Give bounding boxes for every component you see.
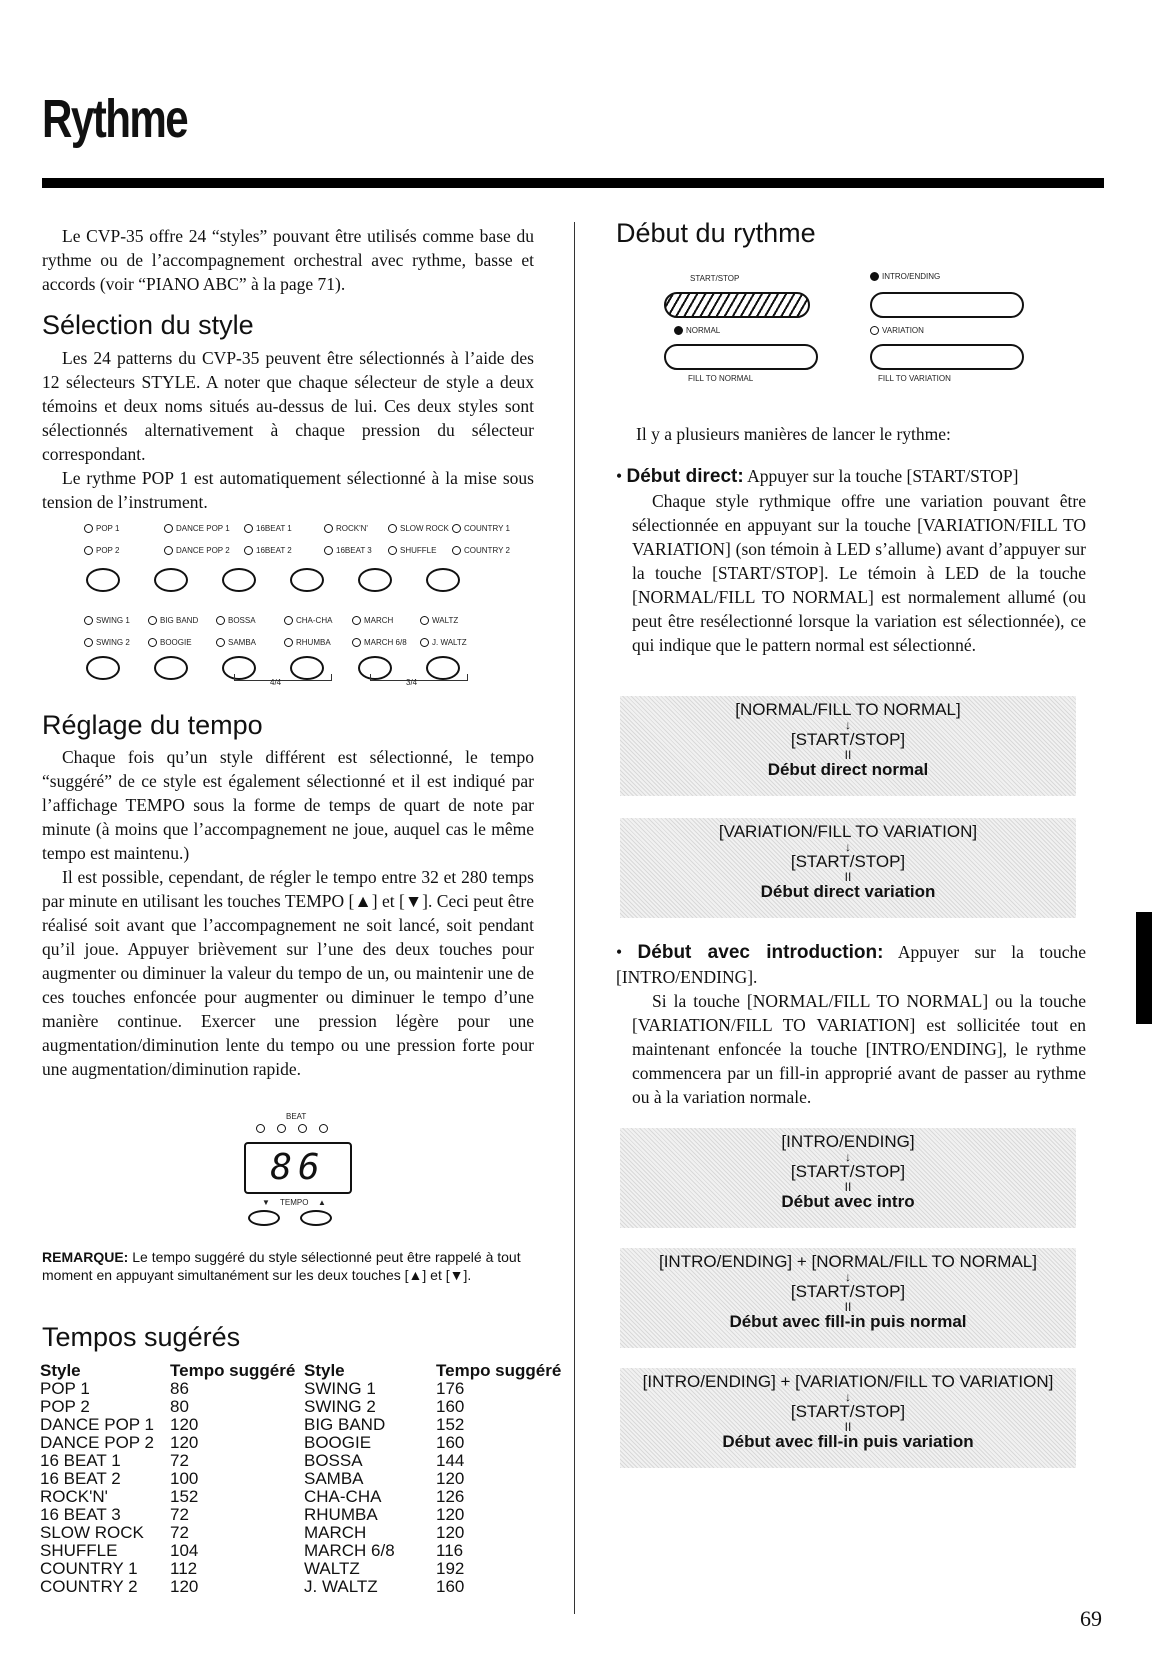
panel-row-2b xyxy=(84,638,488,647)
led-icon xyxy=(870,326,879,335)
beat-led-icon xyxy=(319,1124,328,1133)
style-led-boogie: BOOGIE xyxy=(148,638,216,647)
col-style: Style xyxy=(304,1361,345,1380)
fill-variation-label: FILL TO VARIATION xyxy=(878,374,951,383)
style-button-2[interactable] xyxy=(154,568,188,592)
intro-led-group xyxy=(870,272,940,281)
flow3-line2: [START/STOP] xyxy=(790,1162,906,1181)
tempo-display: 86 xyxy=(244,1142,352,1194)
style-led-march68: MARCH 6/8 xyxy=(352,638,420,647)
time-sig-2: 3/4 xyxy=(406,678,418,687)
table-row: MARCH 6/8 116 xyxy=(304,1541,464,1560)
style-led-16beat1: 16BEAT 1 xyxy=(244,524,324,533)
arrow-down-icon: ↓ xyxy=(845,1390,851,1404)
style-led-rhumba: RHUMBA xyxy=(284,638,352,647)
style-led-march: MARCH xyxy=(352,616,420,625)
flow-box-4 xyxy=(620,1248,1076,1348)
flow1-line1: [NORMAL/FILL TO NORMAL] xyxy=(735,700,961,719)
debut-direct-indent xyxy=(616,489,1086,657)
beat-label: BEAT xyxy=(286,1112,307,1121)
led-icon xyxy=(674,326,683,335)
style-led-chacha: CHA-CHA xyxy=(284,616,352,625)
led-icon xyxy=(452,524,461,533)
remark-label: REMARQUE: xyxy=(42,1249,129,1265)
tempo-p2: Il est possible, cependant, de régler le tempo entre 32 et 280 temps par minute en utilisant les touches TEMPO [▲] et [▼]. Ceci peut être réalisé soit avant que l’accompagnement ne soit lancé, soit pendant qu’il joue. Appuyer brièvement sur l’une des deux touches pour augmenter ou diminuer la valeur du tempo de un, ou maintenir une de ces touches enfoncée pour augmenter ou diminuer le tempo d’une manière continue. Exercer une pression légère pour une augmentation/diminution lente du tempo ou une pression forte pour une augmentation/diminution rapide. xyxy=(42,867,534,1079)
style-led-jwaltz: J. WALTZ xyxy=(420,638,488,647)
led-icon xyxy=(420,638,429,647)
intro-paragraph xyxy=(42,224,534,296)
start-stop-label: START/STOP xyxy=(690,274,740,283)
debut-intro-text1: Appuyer sur la touche [INTRO/ENDING]. xyxy=(616,942,1086,987)
style-button-4[interactable] xyxy=(290,568,324,592)
debut-intro-indent xyxy=(616,989,1086,1109)
fill-normal-label: FILL TO NORMAL xyxy=(688,374,754,383)
page-tab-marker xyxy=(1136,912,1152,1024)
style-button-1[interactable] xyxy=(86,568,120,592)
col-tempo: Tempo suggéré xyxy=(436,1361,562,1380)
style-led-swing1: SWING 1 xyxy=(84,616,148,625)
table-row: POP 1 86 xyxy=(40,1379,189,1398)
style-button-7[interactable] xyxy=(86,656,120,680)
selection-p2: Le rythme POP 1 est automatiquement sélectionné à la mise sous tension de l’instrument. xyxy=(42,468,534,512)
table-row: SLOW ROCK 72 xyxy=(40,1523,189,1542)
table-row: 16 BEAT 3 72 xyxy=(40,1505,189,1524)
style-led-bossa: BOSSA xyxy=(216,616,284,625)
selection-heading: Sélection du style xyxy=(42,310,254,340)
table-row: SAMBA 120 xyxy=(304,1469,465,1488)
flow-box-1 xyxy=(620,696,1076,796)
led-icon xyxy=(324,546,333,555)
style-led-rockn: ROCK'N' xyxy=(324,524,388,533)
style-button-3[interactable] xyxy=(222,568,256,592)
table-row: DANCE POP 1 120 xyxy=(40,1415,199,1434)
led-icon xyxy=(216,638,225,647)
intro-ending-label: INTRO/ENDING xyxy=(882,272,941,281)
flow4-line1: [INTRO/ENDING] + [NORMAL/FILL TO NORMAL] xyxy=(658,1252,1037,1271)
table-row: MARCH 120 xyxy=(304,1523,465,1542)
variation-label: VARIATION xyxy=(882,326,924,335)
beat-led-icon xyxy=(298,1124,307,1133)
page-number: 69 xyxy=(1080,1606,1102,1631)
style-led-pop1: POP 1 xyxy=(84,524,164,533)
style-selector-panel xyxy=(84,524,510,687)
arrow-down-icon: ↓ xyxy=(845,718,851,732)
table-row: 16 BEAT 1 72 xyxy=(40,1451,189,1470)
debut-intro xyxy=(636,422,1086,446)
equals-icon: II xyxy=(844,870,852,884)
debut-direct-block xyxy=(616,464,1086,657)
led-icon xyxy=(388,546,397,555)
time-sig-bracket-1 xyxy=(234,674,332,681)
intro-ending-button[interactable] xyxy=(870,292,1024,318)
style-led-country2: COUNTRY 2 xyxy=(452,546,532,555)
tempo-text xyxy=(42,745,534,1081)
flow2-line1: [VARIATION/FILL TO VARIATION] xyxy=(718,822,978,841)
table-row: SWING 1 176 xyxy=(304,1379,465,1398)
flow1-line2: [START/STOP] xyxy=(790,730,906,749)
flow-box-5 xyxy=(620,1368,1076,1468)
col-style: Style xyxy=(40,1361,81,1380)
debut-intro-block xyxy=(616,940,1086,1109)
table-row: SWING 2 160 xyxy=(304,1397,465,1416)
led-icon xyxy=(284,638,293,647)
flow5-line2: [START/STOP] xyxy=(790,1402,906,1421)
style-led-16beat3: 16BEAT 3 xyxy=(324,546,388,555)
led-icon xyxy=(244,546,253,555)
style-led-dancepop1: DANCE POP 1 xyxy=(164,524,244,533)
tempo-p1: Chaque fois qu’un style différent est sélectionné, le tempo “suggéré” de ce style est également sélectionné et il est indiqué par l’affichage TEMPO sous la forme de temps de quart de note par minute (à moins que l’accompagnement ne joue, auquel cas le même tempo est maintenu.) xyxy=(42,747,534,863)
flow2-line2: [START/STOP] xyxy=(790,852,906,871)
beat-led-icon xyxy=(277,1124,286,1133)
style-led-bigband: BIG BAND xyxy=(148,616,216,625)
style-led-dancepop2: DANCE POP 2 xyxy=(164,546,244,555)
time-sig-1: 4/4 xyxy=(270,678,282,687)
table-row: BOSSA 144 xyxy=(304,1451,465,1470)
led-icon xyxy=(388,524,397,533)
variation-led-group xyxy=(870,326,924,335)
style-led-samba: SAMBA xyxy=(216,638,284,647)
panel-row-1b xyxy=(84,546,532,555)
style-led-slowrock: SLOW ROCK xyxy=(388,524,452,533)
style-led-swing2: SWING 2 xyxy=(84,638,148,647)
debut-heading: Début du rythme xyxy=(616,218,816,248)
led-icon xyxy=(870,272,879,281)
normal-label: NORMAL xyxy=(686,326,721,335)
style-button-6[interactable] xyxy=(426,568,460,592)
equals-icon: II xyxy=(844,1300,852,1314)
flow1-result: Début direct normal xyxy=(767,760,929,779)
column-divider xyxy=(574,222,575,1614)
led-icon xyxy=(352,616,361,625)
table-row: RHUMBA 120 xyxy=(304,1505,465,1524)
equals-icon: II xyxy=(844,1420,852,1434)
arrow-down-icon: ↓ xyxy=(845,1150,851,1164)
table-row: CHA-CHA 126 xyxy=(304,1487,465,1506)
style-button-5[interactable] xyxy=(358,568,392,592)
debut-direct-line: • Début direct: Appuyer sur la touche [START/STOP] xyxy=(616,466,1019,487)
table-row: J. WALTZ 160 xyxy=(304,1577,465,1596)
table-row: COUNTRY 1 112 xyxy=(40,1559,198,1578)
led-icon xyxy=(164,524,173,533)
variation-button[interactable] xyxy=(870,344,1024,370)
panel-row-2a xyxy=(84,616,488,625)
col-tempo: Tempo suggéré xyxy=(170,1361,296,1380)
flow5-line1: [INTRO/ENDING] + [VARIATION/FILL TO VARIATION] xyxy=(642,1372,1054,1391)
style-led-pop2: POP 2 xyxy=(84,546,164,555)
led-icon xyxy=(244,524,253,533)
suggested-table-right xyxy=(304,1362,561,1596)
tempo-label: TEMPO xyxy=(280,1198,309,1207)
table-row: DANCE POP 2 120 xyxy=(40,1433,199,1452)
table-row: COUNTRY 2 120 xyxy=(40,1577,199,1596)
equals-icon: II xyxy=(844,1180,852,1194)
table-row: WALTZ 192 xyxy=(304,1559,465,1578)
debut-intro-text: Il y a plusieurs manières de lancer le rythme: xyxy=(636,424,951,444)
normal-led-group xyxy=(674,326,720,335)
remark-block xyxy=(42,1248,542,1284)
flow2-result: Début direct variation xyxy=(760,882,936,901)
table-row: ROCK'N' 152 xyxy=(40,1487,199,1506)
time-sig-bracket-2 xyxy=(370,674,468,681)
flow3-line1: [INTRO/ENDING] xyxy=(781,1132,915,1151)
remark-text: Le tempo suggéré du style sélectionné peut être rappelé à tout moment en appuyant simultanément sur les deux touches [▲] et [▼]. xyxy=(42,1249,521,1283)
beat-led-icon xyxy=(256,1124,265,1133)
equals-icon: II xyxy=(844,748,852,762)
table-row: SHUFFLE 104 xyxy=(40,1541,199,1560)
rhythm-control-panel xyxy=(660,270,1020,390)
style-button-8[interactable] xyxy=(154,656,188,680)
style-led-16beat2: 16BEAT 2 xyxy=(244,546,324,555)
led-icon xyxy=(148,638,157,647)
flow4-result: Début avec fill-in puis normal xyxy=(729,1312,967,1331)
debut-intro-text2: Si la touche [NORMAL/FILL TO NORMAL] ou la touche [VARIATION/FILL TO VARIATION] est sollicitée tout en maintenant enfoncée la touche [INTRO/ENDING], le rythme commencera par un fill-in approprié avant de passer au rythme ou à la variation normale. xyxy=(632,991,1086,1107)
flow-box-2 xyxy=(620,818,1076,918)
led-icon xyxy=(84,546,93,555)
led-icon xyxy=(352,638,361,647)
arrow-down-icon: ↓ xyxy=(845,1270,851,1284)
style-led-country1: COUNTRY 1 xyxy=(452,524,532,533)
tempo-up-symbol: ▲ xyxy=(318,1198,326,1207)
suggested-heading: Tempos sugérés xyxy=(42,1322,241,1352)
tempo-heading: Réglage du tempo xyxy=(42,710,263,740)
led-icon xyxy=(452,546,461,555)
debut-direct-text2: Chaque style rythmique offre une variation pouvant être sélectionnée en appuyant sur la touche [VARIATION/FILL TO VARIATION] (son témoin à LED s’allume) avant d’appuyer sur la touche [START/STOP]. Le témoin à LED de la touche [NORMAL/FILL TO NORMAL] est normalement allumé (ou peut être resélectionné lorsque la variation est sélectionnée), ce qui indique que le pattern normal est sélectionné. xyxy=(632,491,1086,655)
table-row: POP 2 80 xyxy=(40,1397,189,1416)
beat-leds xyxy=(256,1124,328,1133)
led-icon xyxy=(84,638,93,647)
tempo-down-symbol: ▼ xyxy=(262,1198,270,1207)
debut-direct-label: Début direct: xyxy=(626,466,744,487)
start-stop-button[interactable] xyxy=(664,292,810,318)
selection-text xyxy=(42,346,534,514)
table-row: BOOGIE 160 xyxy=(304,1433,465,1452)
led-icon xyxy=(324,524,333,533)
led-icon xyxy=(164,546,173,555)
intro-text: Le CVP-35 offre 24 “styles” pouvant être utilisés comme base du rythme ou de l’accompagnement orchestral avec rythme, basse et accords (voir “PIANO ABC” à la page 71). xyxy=(42,226,534,294)
flow-box-3 xyxy=(620,1128,1076,1228)
table-row: 16 BEAT 2 100 xyxy=(40,1469,199,1488)
style-led-waltz: WALTZ xyxy=(420,616,488,625)
led-icon xyxy=(420,616,429,625)
table-row: BIG BAND 152 xyxy=(304,1415,465,1434)
tempo-down-button[interactable] xyxy=(248,1210,280,1226)
led-icon xyxy=(216,616,225,625)
debut-intro-label: Début avec introduction: xyxy=(637,942,884,963)
flow4-line2: [START/STOP] xyxy=(790,1282,906,1301)
normal-button[interactable] xyxy=(664,344,818,370)
selection-p1: Les 24 patterns du CVP-35 peuvent être sélectionnés à l’aide des 12 sélecteurs STYLE. A noter que chaque sélecteur de style a deux témoins et deux noms situés au-dessus de lui. Ces deux styles sont sélectionnés alternativement à chaque pression du sélecteur correspondant. xyxy=(42,348,534,464)
arrow-down-icon: ↓ xyxy=(845,840,851,854)
led-icon xyxy=(84,524,93,533)
debut-direct-text1: Appuyer sur la touche [START/STOP] xyxy=(747,466,1019,486)
led-icon xyxy=(84,616,93,625)
title-rule xyxy=(42,178,1104,188)
led-icon xyxy=(284,616,293,625)
suggested-table-left xyxy=(40,1362,295,1596)
tempo-up-button[interactable] xyxy=(300,1210,332,1226)
debut-intro-line: • Début avec introduction: Appuyer sur la touche [INTRO/ENDING]. xyxy=(616,942,1086,987)
tempo-display-panel xyxy=(238,1110,358,1230)
led-icon xyxy=(148,616,157,625)
panel-row-1a xyxy=(84,524,532,533)
flow3-result: Début avec intro xyxy=(781,1192,915,1211)
style-led-shuffle: SHUFFLE xyxy=(388,546,452,555)
flow5-result: Début avec fill-in puis variation xyxy=(722,1432,974,1451)
page-title: Rythme xyxy=(42,89,188,149)
